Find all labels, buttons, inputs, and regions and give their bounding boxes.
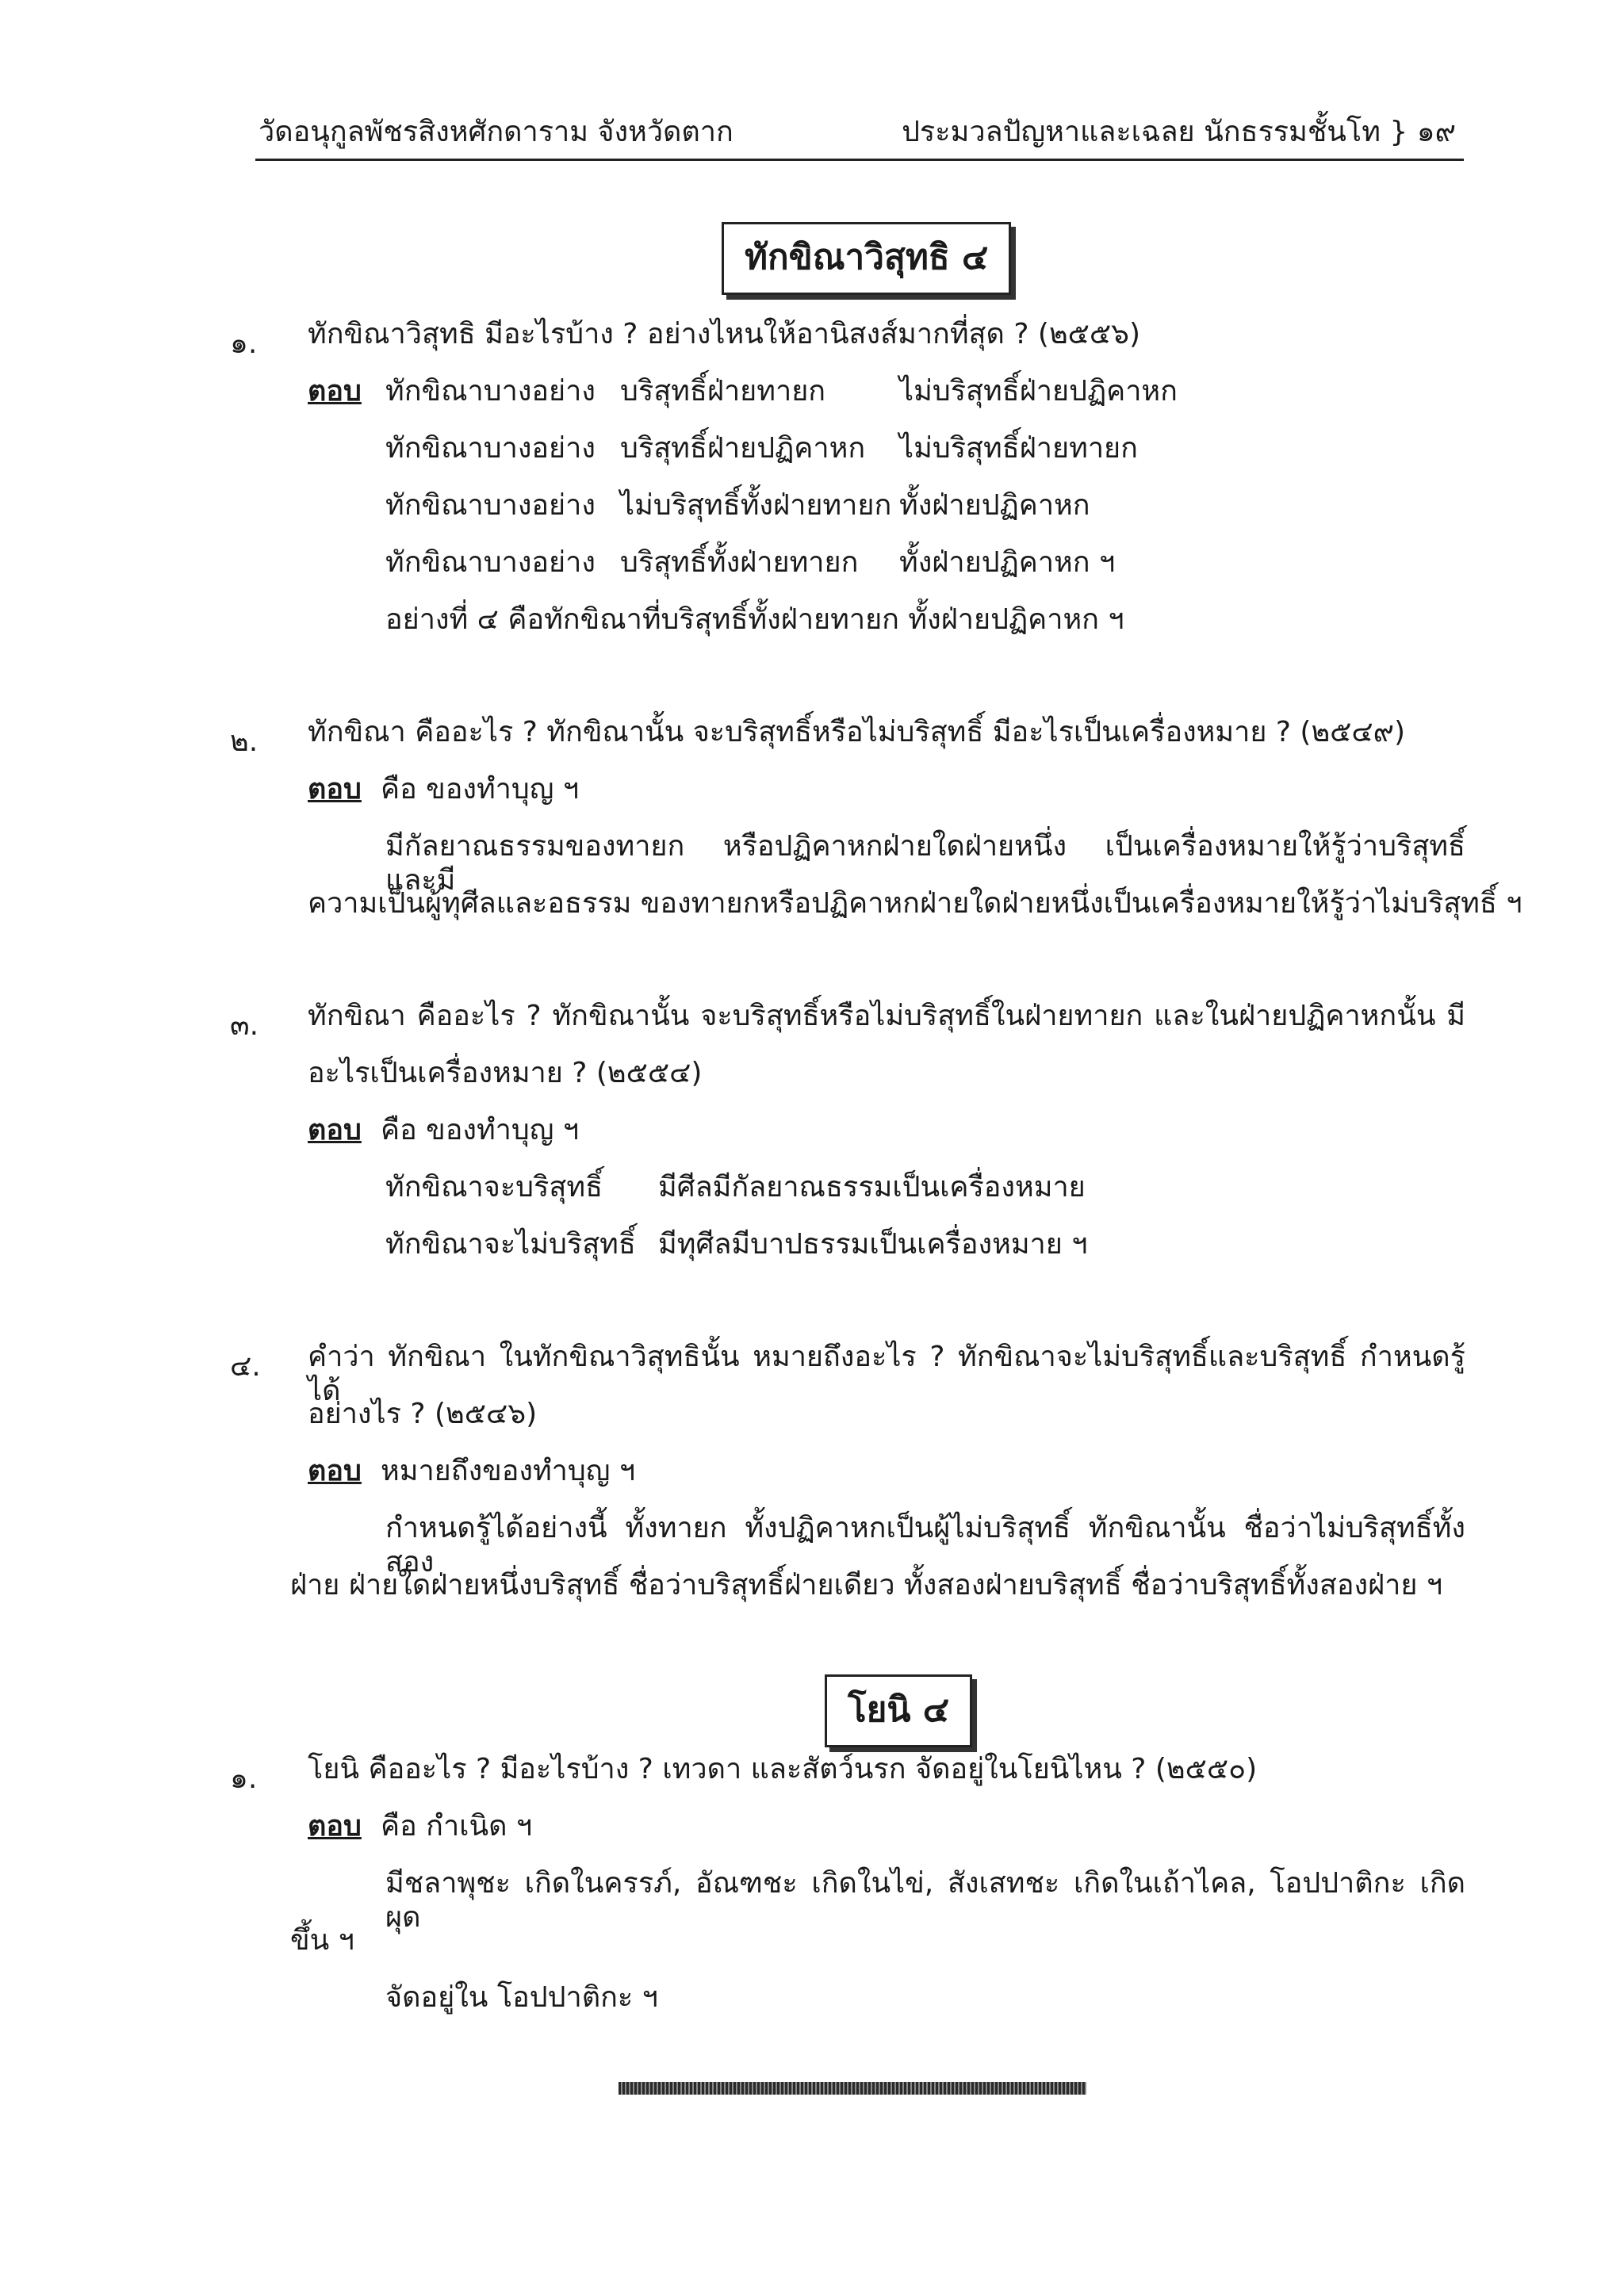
page-header: [255, 113, 1464, 161]
answer-label: ตอบ: [308, 773, 362, 806]
question-number: ๑.: [230, 1762, 258, 1795]
section-title-yoni: โยนิ ๔: [825, 1674, 972, 1747]
answer-text: คือ กำเนิด ฯ: [381, 1810, 533, 1843]
answer-paragraph-line: ฝ่าย ฝ่ายใดฝ่ายหนึ่งบริสุทธิ์ ชื่อว่าบริสุทธิ์ฝ่ายเดียว ทั้งสองฝ่ายบริสุทธิ์ ชื่อว่าบริสุทธิ์ทั้งสองฝ่าย ฯ: [290, 1569, 1443, 1601]
answer-row-2-a: ทักขิณาบางอย่าง: [385, 432, 596, 465]
question-text-continued: อะไรเป็นเครื่องหมาย ? (๒๕๕๔): [308, 1057, 703, 1089]
question-number: ๓.: [230, 1009, 259, 1042]
header-book-title: ประมวลปัญหาและเฉลย นักธรรมชั้นโท } ๑๙: [902, 116, 1456, 148]
answer-paragraph-line: ความเป็นผู้ทุศีลและอธรรม ของทายกหรือปฏิคาหกฝ่ายใดฝ่ายหนึ่งเป็นเครื่องหมายให้รู้ว่าไม่บริสุทธิ์ ฯ: [308, 887, 1522, 920]
answer-final-line: จัดอยู่ใน โอปปาติกะ ฯ: [385, 1981, 658, 2014]
question-text: ทักขิณา คืออะไร ? ทักขิณานั้น จะบริสุทธิ์หรือไม่บริสุทธิ์ในฝ่ายทายก และในฝ่ายปฏิคาหกนั้น มี: [308, 1000, 1465, 1032]
answer-row-2-a: ทักขิณาจะไม่บริสุทธิ์: [385, 1228, 636, 1261]
header-temple-name: วัดอนุกูลพัชรสิงหศักดาราม จังหวัดตาก: [259, 116, 733, 148]
question-text-continued: อย่างไร ? (๒๕๔๖): [308, 1398, 538, 1430]
answer-row-1-a: ทักขิณาจะบริสุทธิ์: [385, 1171, 603, 1203]
question-number: ๔.: [230, 1350, 261, 1383]
answer-row-4-a: ทักขิณาบางอย่าง: [385, 546, 596, 579]
answer-text: คือ ของทำบุญ ฯ: [381, 773, 580, 806]
answer-row-2-b: มีทุศีลมีบาปธรรมเป็นเครื่องหมาย ฯ: [658, 1228, 1088, 1261]
answer-paragraph-line: ขึ้น ฯ: [290, 1924, 354, 1957]
answer-paragraph-line: มีชลาพุชะ เกิดในครรภ์, อัณฑชะ เกิดในไข่, สังเสทชะ เกิดในเถ้าไคล, โอปปาติกะ เกิดผุด: [385, 1867, 1465, 1934]
answer-row-2-b: บริสุทธิ์ฝ่ายปฏิคาหก: [620, 432, 866, 465]
answer-label: ตอบ: [308, 1455, 362, 1487]
answer-text: หมายถึงของทำบุญ ฯ: [381, 1455, 636, 1487]
section-title-dakkhina: ทักขิณาวิสุทธิ ๔: [722, 222, 1011, 295]
answer-row-3-c: ทั้งฝ่ายปฏิคาหก: [899, 489, 1090, 522]
answer-row-3-b: ไม่บริสุทธิ์ทั้งฝ่ายทายก: [620, 489, 892, 522]
answer-row-3-a: ทักขิณาบางอย่าง: [385, 489, 596, 522]
question-text: คำว่า ทักขิณา ในทักขิณาวิสุทธินั้น หมายถึงอะไร ? ทักขิณาจะไม่บริสุทธิ์และบริสุทธิ์ กำหนดรู้ได้: [308, 1341, 1465, 1408]
answer-label: ตอบ: [308, 1114, 362, 1146]
answer-paragraph-line: กำหนดรู้ได้อย่างนี้ ทั้งทายก ทั้งปฏิคาหกเป็นผู้ไม่บริสุทธิ์ ทักขิณานั้น ชื่อว่าไม่บริสุทธิ์ทั้งสอง: [385, 1512, 1465, 1579]
answer-row-1-a: ทักขิณาบางอย่าง: [385, 375, 596, 408]
answer-row-4-c: ทั้งฝ่ายปฏิคาหก ฯ: [899, 546, 1116, 579]
answer-row-2-c: ไม่บริสุทธิ์ฝ่ายทายก: [899, 432, 1138, 465]
question-number: ๑.: [230, 327, 258, 360]
answer-paragraph-line: มีกัลยาณธรรมของทายก หรือปฏิคาหกฝ่ายใดฝ่ายหนึ่ง เป็นเครื่องหมายให้รู้ว่าบริสุทธิ์ และมี: [385, 830, 1465, 897]
answer-label: ตอบ: [308, 375, 362, 408]
answer-label: ตอบ: [308, 1810, 362, 1843]
end-divider: [619, 2082, 1086, 2095]
answer-row-4-b: บริสุทธิ์ทั้งฝ่ายทายก: [620, 546, 859, 579]
question-number: ๒.: [230, 725, 259, 758]
answer-row-1-c: ไม่บริสุทธิ์ฝ่ายปฏิคาหก: [899, 375, 1178, 408]
answer-row-1-b: มีศีลมีกัลยาณธรรมเป็นเครื่องหมาย: [658, 1171, 1086, 1203]
answer-text: คือ ของทำบุญ ฯ: [381, 1114, 580, 1146]
question-text: ทักขิณาวิสุทธิ มีอะไรบ้าง ? อย่างไหนให้อานิสงส์มากที่สุด ? (๒๕๕๖): [308, 318, 1141, 350]
answer-row-1-b: บริสุทธิ์ฝ่ายทายก: [620, 375, 826, 408]
question-text: ทักขิณา คืออะไร ? ทักขิณานั้น จะบริสุทธิ์หรือไม่บริสุทธิ์ มีอะไรเป็นเครื่องหมาย ? (๒๕๔๙): [308, 716, 1406, 748]
answer-conclusion: อย่างที่ ๔ คือทักขิณาที่บริสุทธิ์ทั้งฝ่ายทายก ทั้งฝ่ายปฏิคาหก ฯ: [385, 603, 1124, 636]
question-text: โยนิ คืออะไร ? มีอะไรบ้าง ? เทวดา และสัตว์นรก จัดอยู่ในโยนิไหน ? (๒๕๕๐): [308, 1753, 1258, 1785]
